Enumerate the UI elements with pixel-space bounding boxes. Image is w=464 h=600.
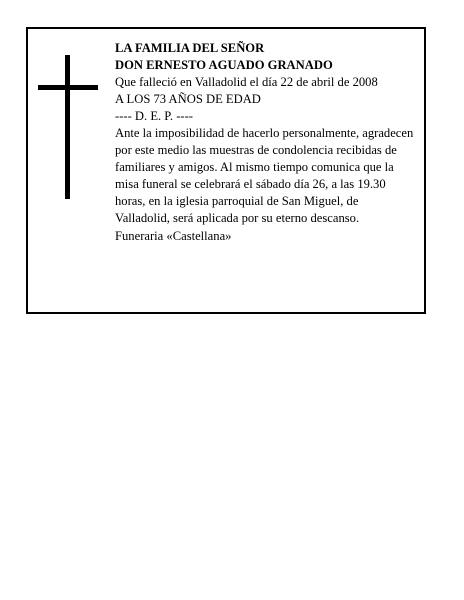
rip-line: ---- D. E. P. ---- (115, 109, 193, 123)
deceased-name: DON ERNESTO AGUADO GRANADO (115, 58, 333, 72)
funeral-home: Funeraria «Castellana» (115, 229, 232, 243)
death-details: Que falleció en Valladolid el día 22 de abril de 2008 (115, 75, 378, 89)
notice-text (115, 40, 415, 245)
cross-icon (38, 55, 98, 199)
condolence-message: Ante la imposibilidad de hacerlo personalmente, agradecen por este medio las muestras de condolencia recibidas de familiares y amigos. Al mismo tiempo comunica que la misa funeral se celebrará el sábado día 26, a las 19.30 horas, en la iglesia parroquial de San Miguel, de Valladolid, será aplicada por su eterno descanso. (115, 126, 414, 225)
cross-vertical-bar (65, 55, 70, 199)
cross-horizontal-bar (38, 85, 98, 90)
obituary-notice (26, 27, 426, 314)
age-line: A LOS 73 AÑOS DE EDAD (115, 92, 261, 106)
family-heading: LA FAMILIA DEL SEÑOR (115, 41, 265, 55)
